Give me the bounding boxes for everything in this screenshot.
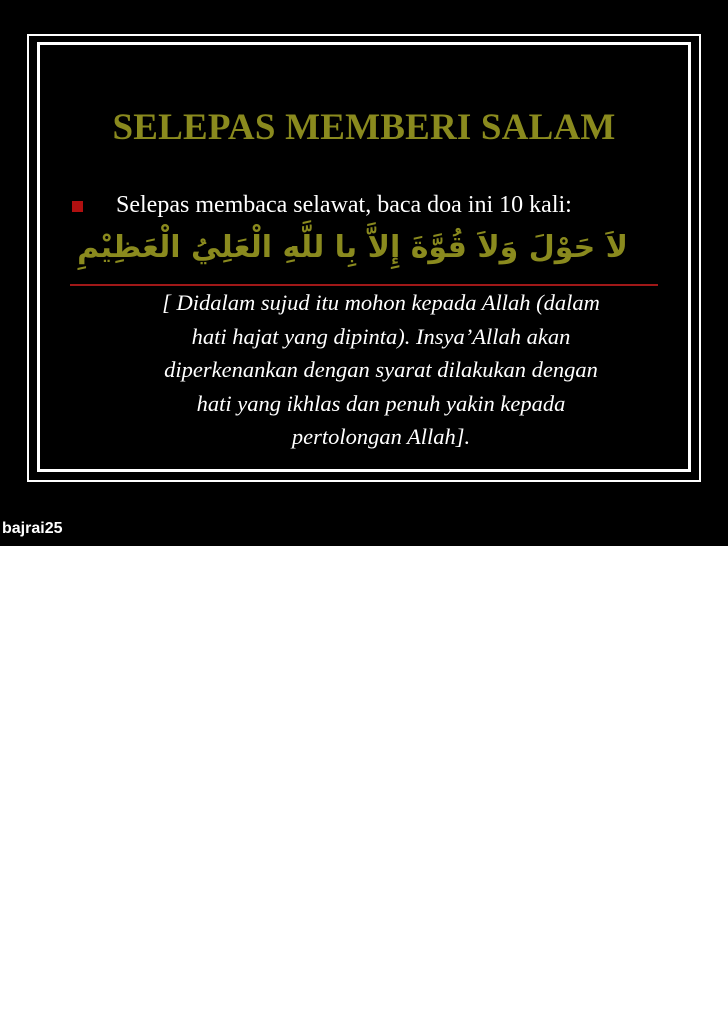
note-line: hati hajat yang dipinta). Insya’Allah akan (191, 323, 571, 349)
arabic-prayer-text: لاَ حَوْلَ وَلاَ قُوَّةَ إِلاَّ بِا للَّهِ الْعَلِيُ الْعَظِيْمِ (77, 230, 628, 265)
note-line: pertolongan Allah]. (291, 424, 471, 449)
bullet-item (72, 192, 672, 226)
note-line: [ Didalam sujud itu mohon kepada Allah (dalam (162, 290, 600, 315)
note-line: diperkenankan dengan syarat dilakukan dengan (164, 357, 598, 382)
square-bullet-icon (72, 201, 83, 212)
slide-title: SELEPAS MEMBERI SALAM (112, 107, 616, 148)
bullet-text: Selepas membaca selawat, baca doa ini 10 kali: (116, 192, 572, 218)
instruction-note (96, 286, 666, 454)
author-watermark: bajrai25 (2, 520, 63, 537)
note-line: hati yang ikhlas dan penuh yakin kepada (196, 390, 566, 416)
